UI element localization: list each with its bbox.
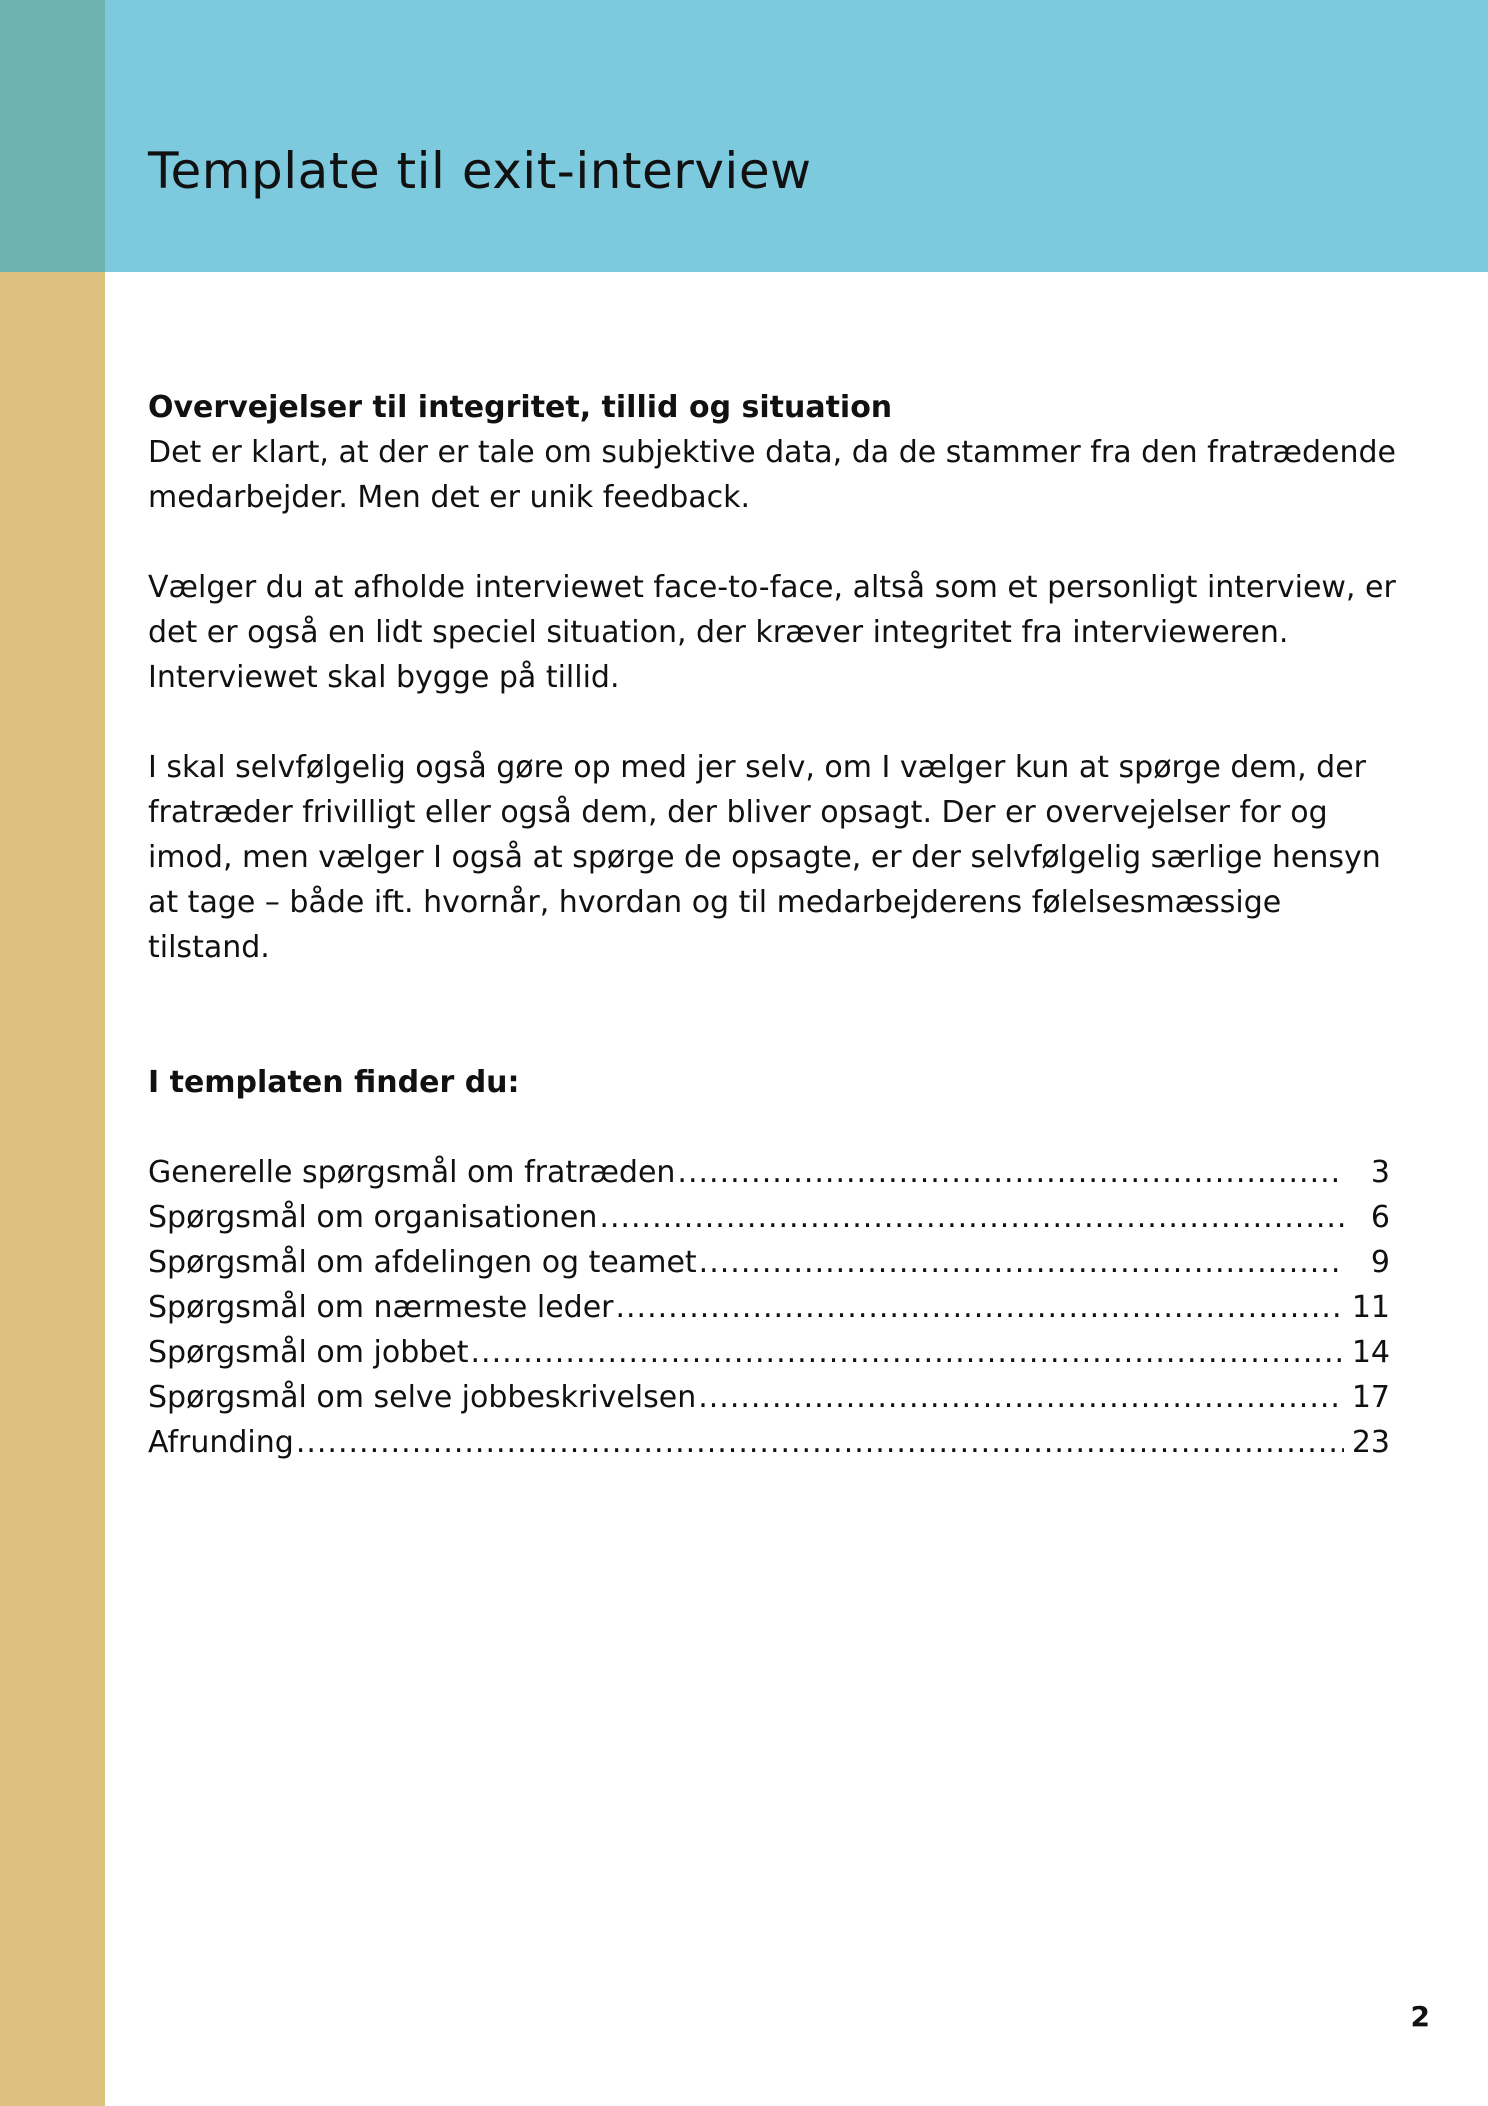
toc-leader-dots <box>699 1240 1344 1285</box>
paragraph: Vælger du at afholde interviewet face-to-face, altså som et personligt interview, er det er også en lidt speciel situation, der kræver integritet fra intervieweren. Interviewet skal bygge på tillid. <box>148 570 1396 695</box>
section-heading: Overvejelser til integritet, tillid og situation <box>148 390 893 425</box>
page-number: 2 <box>1410 2000 1430 2033</box>
toc-entry-label: Spørgsmål om selve jobbeskrivelsen <box>148 1380 697 1415</box>
toc-entry-page: 6 <box>1370 1200 1390 1235</box>
toc-entry-label: Spørgsmål om jobbet <box>148 1335 469 1370</box>
toc-leader-dots <box>599 1195 1344 1240</box>
toc-entry-label: Spørgsmål om organisationen <box>148 1200 598 1235</box>
toc-entry[interactable] <box>148 1375 1390 1420</box>
toc-entry-page: 23 <box>1351 1425 1390 1460</box>
header-band <box>105 0 1488 272</box>
toc-entry-page: 17 <box>1351 1380 1390 1415</box>
paragraph: I skal selvfølgelig også gøre op med jer selv, om I vælger kun at spørge dem, der fratræder frivilligt eller også dem, der bliver opsagt. Der er overvejelser for og imod, men vælger I også at spørge de opsagte, er der selvfølgelig særlige hensyn at tage – både ift. hvornår, hvordan og til medarbejderens følelsesmæssige tilstand. <box>148 750 1381 965</box>
side-stripe-top <box>0 0 105 272</box>
paragraph: Det er klart, at der er tale om subjektive data, da de stammer fra den fratrædende medarbejder. Men det er unik feedback. <box>148 435 1397 515</box>
toc-entry[interactable] <box>148 1420 1390 1465</box>
toc-heading: I templaten finder du: <box>148 1065 520 1100</box>
table-of-contents <box>148 1150 1398 1465</box>
toc-entry-label: Spørgsmål om nærmeste leder <box>148 1290 614 1325</box>
toc-entry-label: Generelle spørgsmål om fratræden <box>148 1155 676 1190</box>
toc-entry-page: 3 <box>1370 1155 1390 1190</box>
toc-entry[interactable] <box>148 1285 1390 1330</box>
toc-leader-dots <box>677 1150 1344 1195</box>
toc-entry[interactable] <box>148 1330 1390 1375</box>
toc-entry[interactable] <box>148 1195 1390 1240</box>
toc-leader-dots <box>698 1375 1344 1420</box>
toc-entry-label: Spørgsmål om afdelingen og teamet <box>148 1245 697 1280</box>
toc-entry[interactable] <box>148 1240 1390 1285</box>
toc-leader-dots <box>615 1285 1344 1330</box>
toc-leader-dots <box>471 1330 1344 1375</box>
toc-entry-page: 11 <box>1351 1290 1390 1325</box>
side-stripe <box>0 272 105 2106</box>
toc-entry-page: 9 <box>1370 1245 1390 1280</box>
toc-leader-dots <box>296 1420 1344 1465</box>
toc-entry[interactable] <box>148 1150 1390 1195</box>
page-content <box>148 385 1398 1465</box>
page-title: Template til exit-interview <box>148 142 812 200</box>
toc-entry-page: 14 <box>1351 1335 1390 1370</box>
toc-entry-label: Afrunding <box>148 1425 294 1460</box>
